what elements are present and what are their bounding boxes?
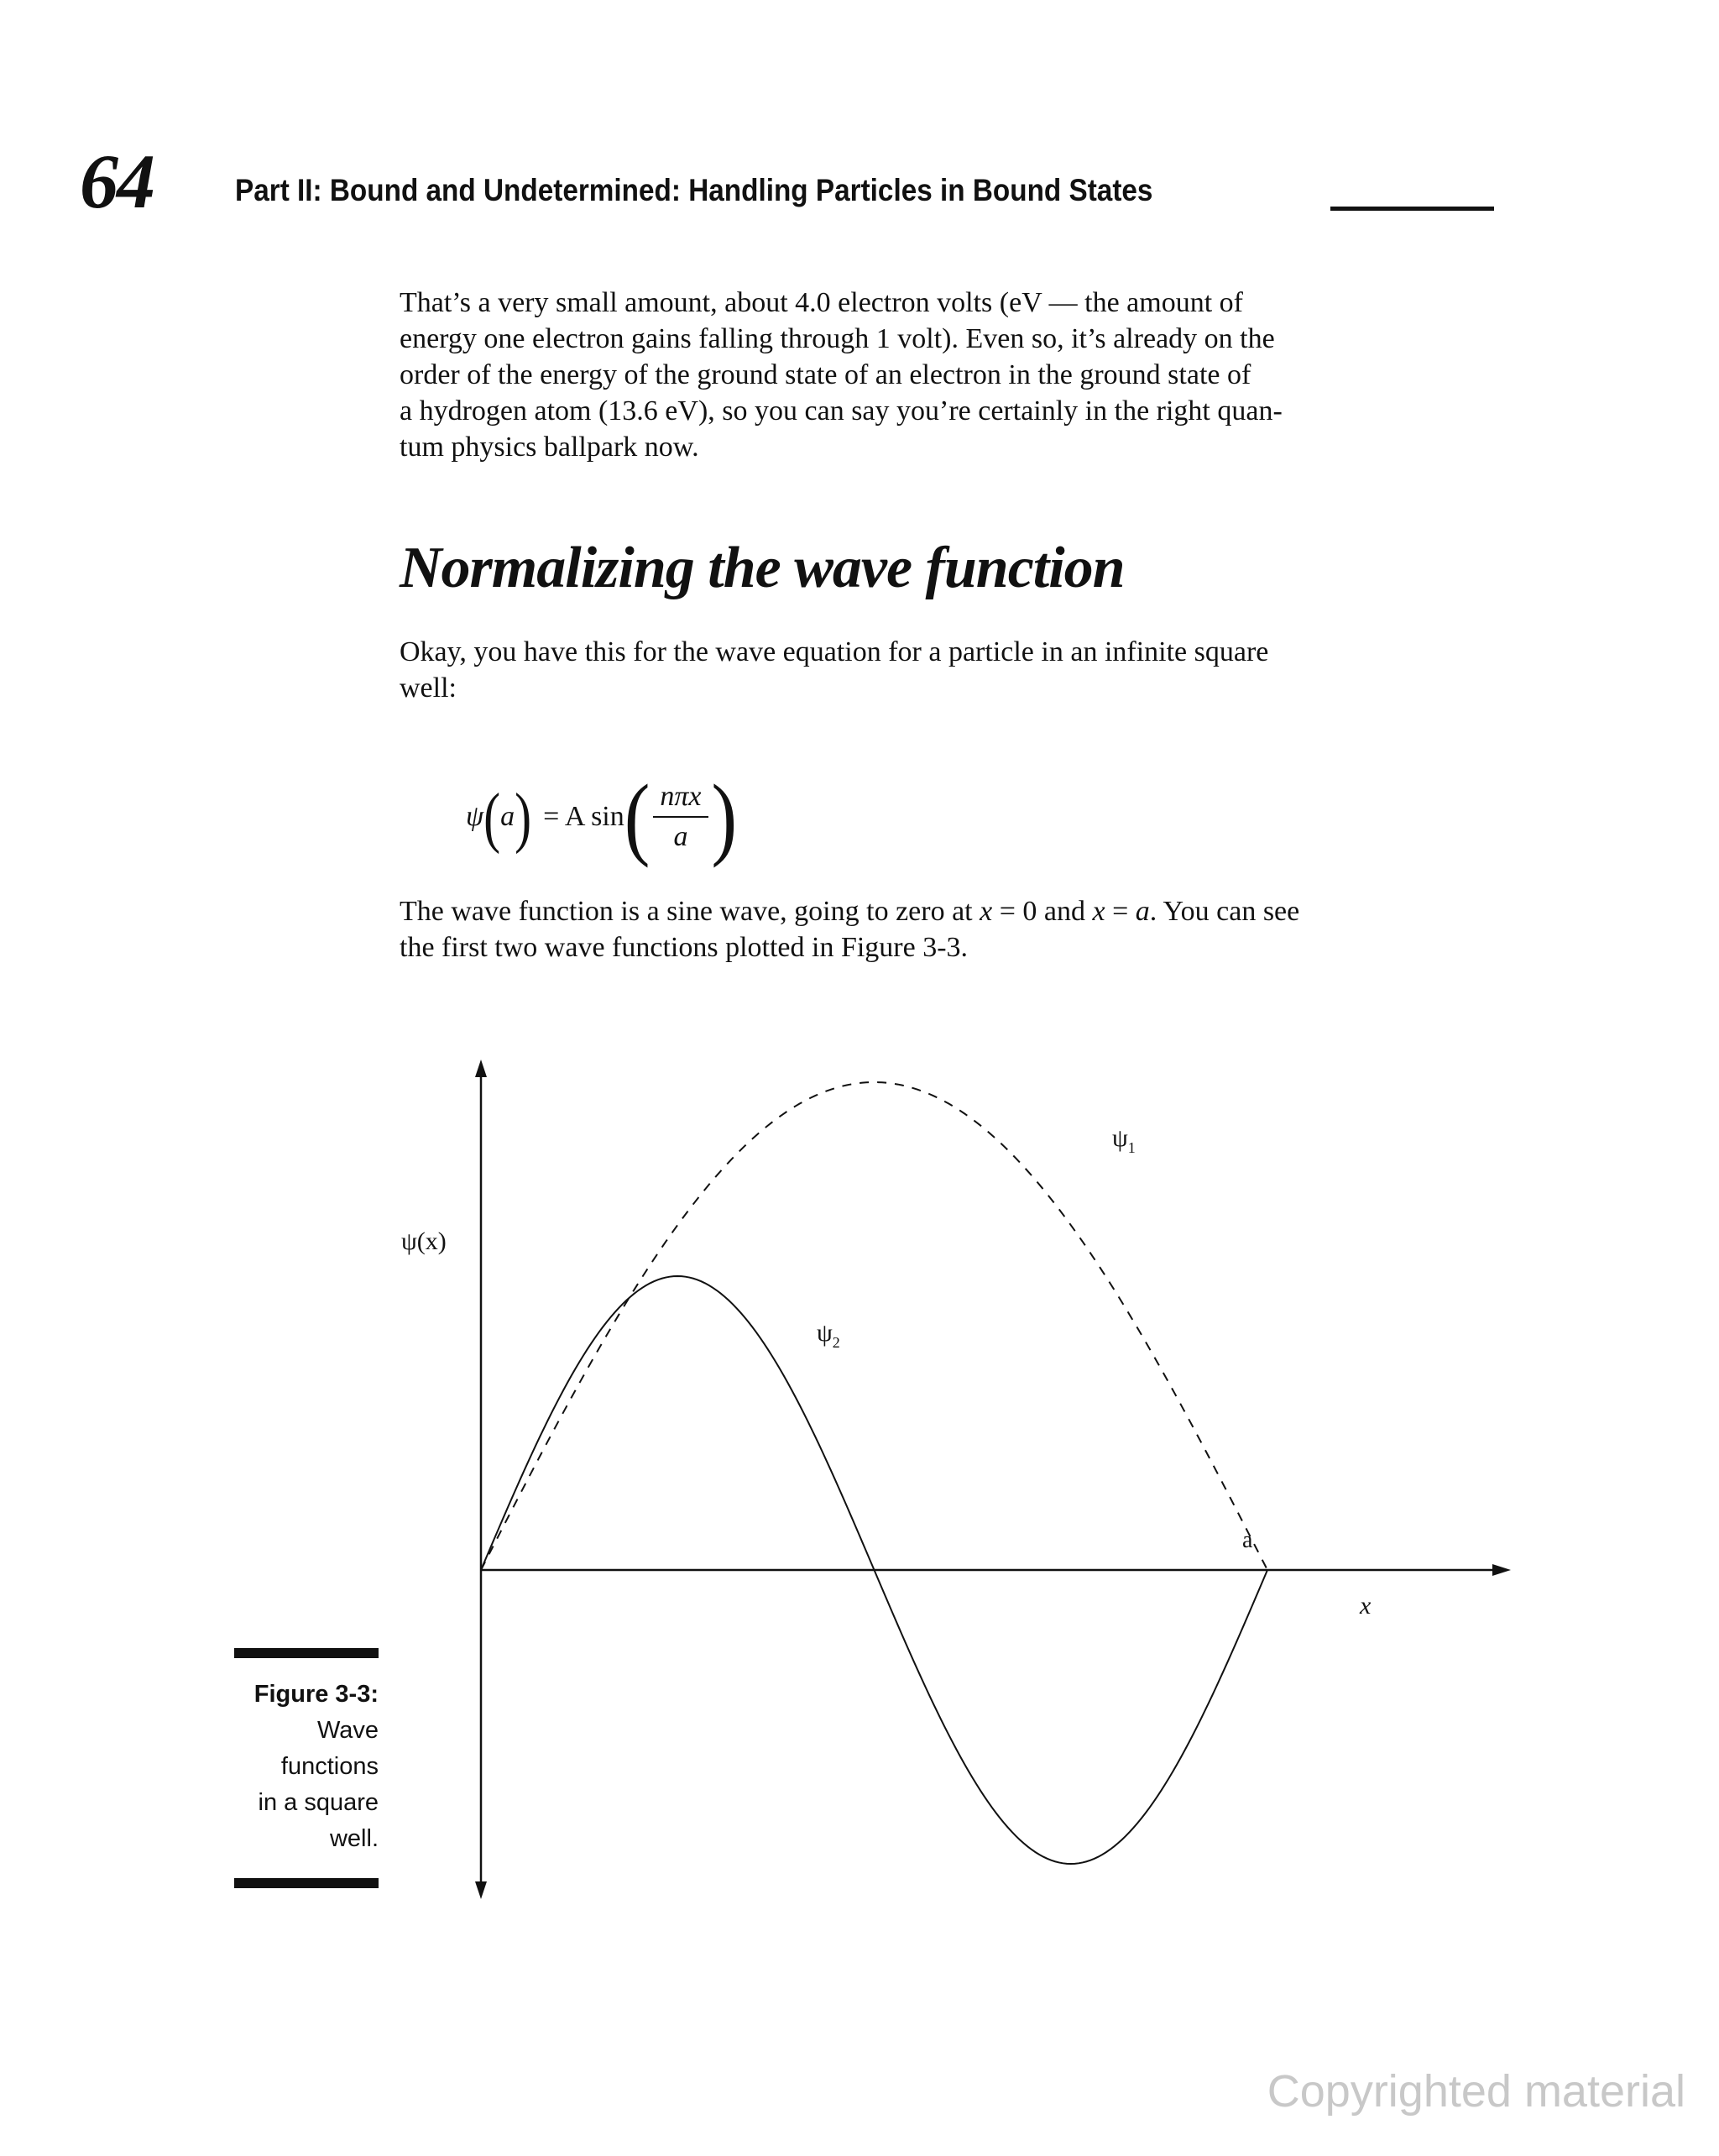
copyright-watermark: Copyrighted material xyxy=(1267,2066,1685,2117)
caption-line: well. xyxy=(329,1825,379,1852)
text-line: order of the energy of the ground state of an electron in the ground state of xyxy=(400,359,1251,390)
psi1-curve xyxy=(481,1082,1267,1570)
caption-rule-bottom xyxy=(234,1878,379,1888)
text-line: That’s a very small amount, about 4.0 electron volts (eV — the amount of xyxy=(400,287,1243,318)
x-axis-arrow xyxy=(1492,1564,1511,1576)
caption-rule-top xyxy=(234,1648,379,1658)
caption-line: functions xyxy=(280,1753,379,1780)
equation-arg: a xyxy=(500,801,515,832)
text-line: the first two wave functions plotted in Figure 3-3. xyxy=(400,932,969,963)
caption-line: Wave xyxy=(316,1717,379,1744)
y-axis-label: ψ(x) xyxy=(401,1227,447,1255)
a-label: a xyxy=(1242,1527,1253,1553)
equation-numerator: nπx xyxy=(653,781,708,818)
equation-paren: ( xyxy=(483,779,501,855)
y-axis-arrow-down xyxy=(475,1881,487,1899)
equation-equals-sin: = A sin xyxy=(543,801,624,832)
text-line: The wave function is a sine wave, going to zero at x = 0 and x = a. You can see xyxy=(400,896,1300,927)
equation-big-paren: ) xyxy=(711,765,738,869)
text-line: energy one electron gains falling through 1 volt). Even so, it’s already on the xyxy=(400,323,1275,354)
text-line: a hydrogen atom (13.6 eV), so you can say you’re certainly in the right quan- xyxy=(400,395,1283,426)
caption-line: in a square xyxy=(258,1789,379,1816)
text-line: tum physics ballpark now. xyxy=(400,432,699,463)
text-line: Okay, you have this for the wave equation for a particle in an infinite square xyxy=(400,636,1269,667)
caption-label: Figure 3-3: xyxy=(253,1681,379,1708)
psi1-label: $\psi_1$ xyxy=(1112,1124,1136,1156)
equation-big-paren: ( xyxy=(624,765,651,869)
equation-psi: ψ xyxy=(466,801,484,832)
psi2-label: $\psi_2$ xyxy=(817,1319,840,1351)
equation-paren: ) xyxy=(515,779,532,855)
page-number: 64 xyxy=(80,139,154,224)
text-line: well: xyxy=(400,672,457,704)
equation-denominator: a xyxy=(673,821,688,852)
y-axis-arrow-up xyxy=(475,1060,487,1077)
figure-caption xyxy=(234,1677,379,1857)
section-heading: Normalizing the wave function xyxy=(400,536,1125,600)
running-head: Part II: Bound and Undetermined: Handling Particles in Bound States xyxy=(235,173,1153,207)
x-axis-label: x xyxy=(1360,1592,1372,1620)
